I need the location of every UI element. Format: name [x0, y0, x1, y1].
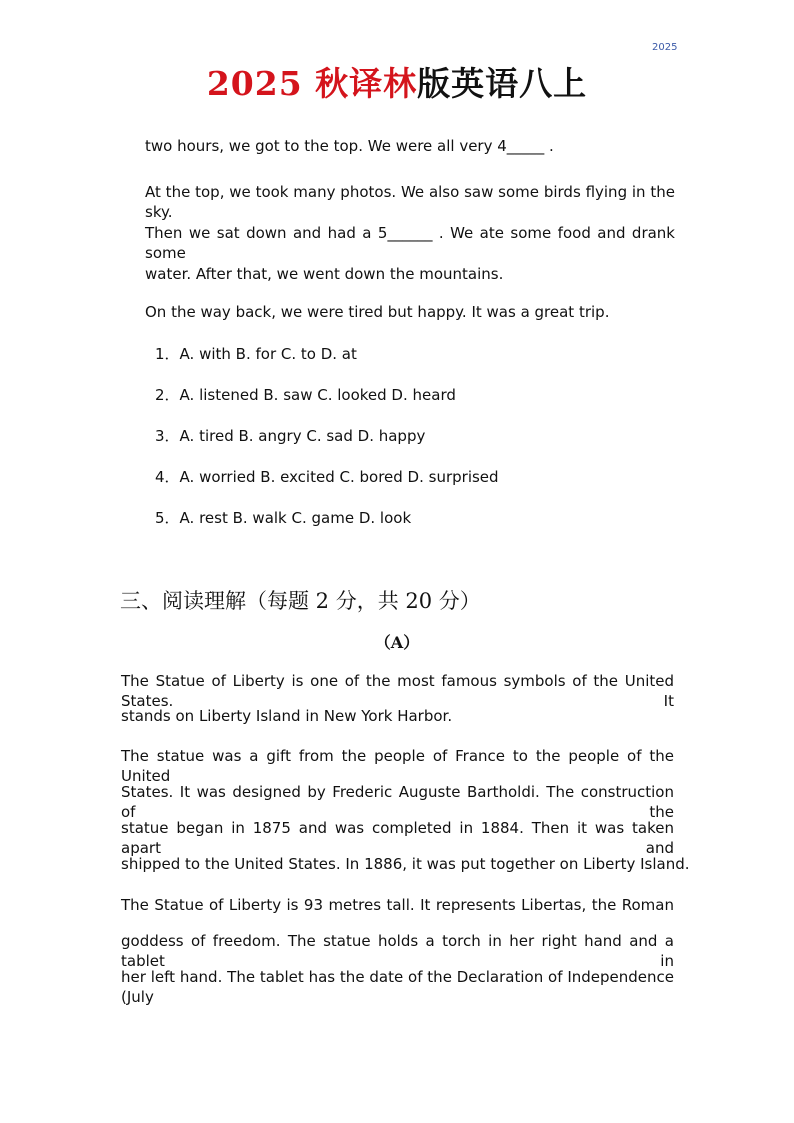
reading-line: statue began in 1875 and was completed in 1884. Then it was taken apart and [121, 819, 674, 857]
reading-line: goddess of freedom. The statue holds a torch in her right hand and a tablet in [121, 932, 674, 970]
reading-line: The statue was a gift from the people of France to the people of the United [121, 747, 674, 785]
passage-line: water. After that, we went down the mountains. [145, 265, 504, 283]
option-item: 5．A. rest B. walk C. game D. look [155, 509, 412, 527]
passage-line: Then we sat down and had a 5______ . We ate some food and drank some [145, 224, 675, 262]
title-black-part: 版英语八上 [417, 64, 588, 103]
reading-line: shipped to the United States. In 1886, it was put together on Liberty Island. [121, 855, 690, 873]
passage-line: At the top, we took many photos. We also saw some birds flying in the sky. [145, 183, 675, 221]
reading-line: stands on Liberty Island in New York Harbor. [121, 707, 453, 725]
passage-line: two hours, we got to the top. We were all very 4_____ . [145, 137, 554, 155]
option-item: 2．A. listened B. saw C. looked D. heard [155, 386, 456, 404]
passage-line: On the way back, we were tired but happy. It was a great trip. [145, 303, 610, 321]
corner-year-label: 2025 [652, 42, 678, 53]
title-red-part: 2025 秋译林 [206, 64, 418, 103]
reading-line: The Statue of Liberty is 93 metres tall. It represents Libertas, the Roman [121, 896, 674, 914]
option-item: 3．A. tired B. angry C. sad D. happy [155, 427, 426, 445]
reading-line: her left hand. The tablet has the date of the Declaration of Independence (July [121, 968, 674, 1006]
reading-line: The Statue of Liberty is one of the most famous symbols of the United States. It [121, 672, 674, 710]
option-item: 4．A. worried B. excited C. bored D. surprised [155, 468, 499, 486]
section-subheading: （A） [374, 633, 420, 652]
page-title [0, 58, 794, 105]
section-heading: 三、阅读理解（每题 2 分，共 20 分） [120, 589, 481, 613]
reading-line: States. It was designed by Frederic Auguste Bartholdi. The construction of the [121, 783, 674, 821]
option-item: 1．A. with B. for C. to D. at [155, 345, 357, 363]
